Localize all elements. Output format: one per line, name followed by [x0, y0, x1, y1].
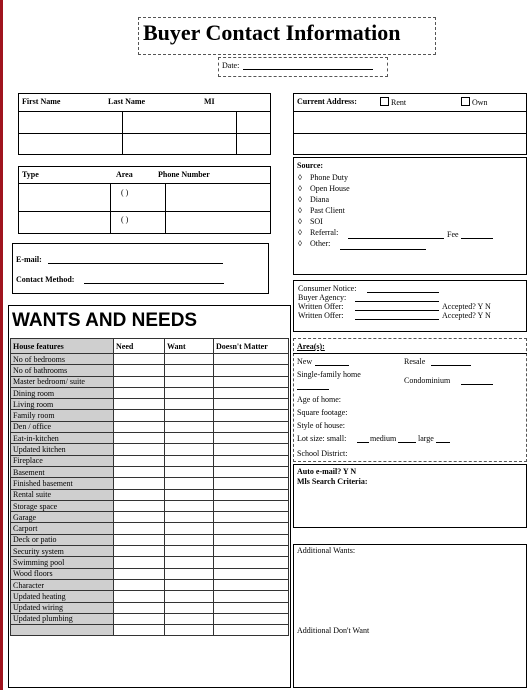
feature-label: Rental suite: [11, 489, 114, 500]
additional-box: [293, 544, 527, 688]
lot-large-field[interactable]: [436, 442, 450, 443]
doesnt-matter-cell[interactable]: [214, 387, 289, 398]
need-cell[interactable]: [114, 376, 165, 387]
consumer-notice-field[interactable]: [367, 292, 439, 293]
want-cell[interactable]: [165, 421, 214, 432]
table-header-row: [11, 339, 289, 354]
doesnt-matter-cell[interactable]: [214, 512, 289, 523]
divider: [165, 183, 166, 234]
page-title: Buyer Contact Information: [143, 20, 401, 45]
table-row: [11, 376, 289, 387]
want-cell[interactable]: [165, 478, 214, 489]
doesnt-matter-cell[interactable]: [214, 591, 289, 602]
doesnt-matter-cell[interactable]: [214, 365, 289, 376]
want-cell[interactable]: [165, 433, 214, 444]
want-cell[interactable]: [165, 489, 214, 500]
need-cell[interactable]: [114, 433, 165, 444]
contact-method-label: Contact Method:: [16, 275, 75, 284]
own-checkbox[interactable]: [461, 97, 488, 108]
doesnt-matter-cell[interactable]: [214, 489, 289, 500]
lot-label: Lot size: small:: [297, 434, 347, 443]
table-row: [11, 500, 289, 511]
sfh-label: Single-family home: [297, 370, 361, 379]
table-row: [11, 421, 289, 432]
fee-field[interactable]: [461, 238, 493, 239]
doesnt-matter-cell[interactable]: [214, 602, 289, 613]
need-cell[interactable]: [114, 489, 165, 500]
need-cell[interactable]: [114, 410, 165, 421]
table-row: [11, 455, 289, 466]
written-offer-field[interactable]: [355, 319, 439, 320]
feature-label: No of bathrooms: [11, 365, 114, 376]
doesnt-matter-cell[interactable]: [214, 376, 289, 387]
contact-method-field[interactable]: [84, 283, 224, 284]
column-header: Want: [165, 339, 214, 354]
source-item[interactable]: ◊ Open House: [298, 183, 350, 194]
sqft-label: Square footage:: [297, 408, 348, 417]
want-cell[interactable]: [165, 365, 214, 376]
want-cell[interactable]: [165, 523, 214, 534]
first-name-label: First Name: [22, 97, 61, 106]
own-label: Own: [472, 98, 488, 107]
want-cell[interactable]: [165, 354, 214, 365]
want-cell[interactable]: [165, 410, 214, 421]
date-field[interactable]: [243, 69, 373, 70]
other-field[interactable]: [340, 249, 426, 250]
divider: [18, 183, 271, 184]
source-item[interactable]: ◊ Past Client: [298, 205, 350, 216]
need-cell[interactable]: [114, 500, 165, 511]
resale-label: Resale: [404, 357, 426, 366]
table-row: [11, 387, 289, 398]
lot-medium-label: medium: [370, 434, 397, 443]
checkbox-icon: [380, 97, 389, 106]
column-header: Doesn't Matter: [214, 339, 289, 354]
feature-label: No of bedrooms: [11, 354, 114, 365]
area-label: Area: [116, 170, 133, 179]
doesnt-matter-cell[interactable]: [214, 625, 289, 636]
first-name-field[interactable]: [19, 112, 121, 132]
doesnt-matter-cell[interactable]: [214, 523, 289, 534]
column-header: House features: [11, 339, 114, 354]
feature-label: Updated kitchen: [11, 444, 114, 455]
feature-label: Storage space: [11, 500, 114, 511]
buyer-agency-label: Buyer Agency:: [298, 293, 347, 302]
feature-label: Basement: [11, 466, 114, 477]
table-row: [11, 365, 289, 376]
column-header: Need: [114, 339, 165, 354]
want-cell[interactable]: [165, 568, 214, 579]
divider: [110, 183, 111, 234]
want-cell[interactable]: [165, 534, 214, 545]
source-label: Source:: [297, 161, 324, 170]
lot-small-field[interactable]: [357, 442, 369, 443]
school-label: School District:: [297, 449, 348, 458]
doesnt-matter-cell[interactable]: [214, 500, 289, 511]
want-cell[interactable]: [165, 466, 214, 477]
email-box: [12, 243, 269, 294]
want-cell[interactable]: [165, 591, 214, 602]
want-cell[interactable]: [165, 376, 214, 387]
doesnt-matter-cell[interactable]: [214, 478, 289, 489]
table-row: [11, 523, 289, 534]
doesnt-matter-cell[interactable]: [214, 455, 289, 466]
need-cell[interactable]: [114, 568, 165, 579]
need-cell[interactable]: [114, 387, 165, 398]
new-label: New: [297, 357, 313, 366]
doesnt-matter-cell[interactable]: [214, 557, 289, 568]
wants-needs-heading: WANTS AND NEEDS: [12, 310, 198, 331]
doesnt-matter-cell[interactable]: [214, 568, 289, 579]
doesnt-matter-cell[interactable]: [214, 410, 289, 421]
want-cell[interactable]: [165, 546, 214, 557]
address-label: Current Address:: [297, 97, 357, 106]
want-cell[interactable]: [165, 399, 214, 410]
table-row: [11, 625, 289, 636]
want-cell[interactable]: [165, 455, 214, 466]
table-row: [11, 444, 289, 455]
need-cell[interactable]: [114, 444, 165, 455]
doesnt-matter-cell[interactable]: [214, 534, 289, 545]
condo-label: Condominium: [404, 376, 451, 385]
need-cell[interactable]: [114, 354, 165, 365]
doesnt-matter-cell[interactable]: [214, 613, 289, 624]
feature-label: Swimming pool: [11, 557, 114, 568]
page-edge: [0, 0, 3, 690]
doesnt-matter-cell[interactable]: [214, 444, 289, 455]
features-table: [10, 338, 289, 636]
lot-medium-field[interactable]: [398, 442, 416, 443]
doesnt-matter-cell[interactable]: [214, 546, 289, 557]
need-cell[interactable]: [114, 365, 165, 376]
sfh-field[interactable]: [297, 389, 329, 390]
written-offer-field[interactable]: [355, 310, 439, 311]
areas-label: Area(s):: [297, 342, 325, 351]
fee-label: Fee: [447, 230, 459, 239]
table-row: [11, 466, 289, 477]
last-name-label: Last Name: [108, 97, 146, 106]
table-row: [11, 568, 289, 579]
additional-wants-label: Additional Wants:: [297, 546, 356, 555]
table-row: [11, 478, 289, 489]
want-cell[interactable]: [165, 613, 214, 624]
type-label: Type: [22, 170, 39, 179]
feature-label: Living room: [11, 399, 114, 410]
mi-field[interactable]: [237, 112, 270, 132]
additional-dont-label: Additional Don't Want: [297, 626, 370, 635]
last-name-field[interactable]: [123, 112, 235, 132]
need-cell[interactable]: [114, 602, 165, 613]
referral-field[interactable]: [348, 238, 444, 239]
phone-box: [18, 166, 271, 234]
table-row: [11, 512, 289, 523]
feature-label: Finished basement: [11, 478, 114, 489]
want-cell[interactable]: [165, 557, 214, 568]
feature-label: Fireplace: [11, 455, 114, 466]
need-cell[interactable]: [114, 546, 165, 557]
need-cell[interactable]: [114, 557, 165, 568]
table-row: [11, 354, 289, 365]
need-cell[interactable]: [114, 455, 165, 466]
divider: [293, 353, 527, 354]
feature-label: Deck or patio: [11, 534, 114, 545]
divider: [293, 133, 527, 134]
table-row: [11, 602, 289, 613]
mls-criteria-label: Mls Search Criteria:: [297, 477, 368, 486]
source-item[interactable]: ◊ Phone Duty: [298, 172, 350, 183]
table-row: [11, 489, 289, 500]
want-cell[interactable]: [165, 387, 214, 398]
need-cell[interactable]: [114, 399, 165, 410]
style-label: Style of house:: [297, 421, 345, 430]
divider: [18, 133, 271, 134]
need-cell[interactable]: [114, 613, 165, 624]
source-item[interactable]: ◊ Referral:: [298, 227, 350, 238]
feature-label: Wood floors: [11, 568, 114, 579]
table-row: [11, 546, 289, 557]
feature-label: Dining room: [11, 387, 114, 398]
accepted-toggle[interactable]: Accepted? Y N: [442, 311, 491, 320]
feature-label: Den / office: [11, 421, 114, 432]
table-row: [11, 613, 289, 624]
feature-label: Garage: [11, 512, 114, 523]
checkbox-icon: [461, 97, 470, 106]
feature-label: Eat-in-kitchen: [11, 433, 114, 444]
need-cell[interactable]: [114, 523, 165, 534]
doesnt-matter-cell[interactable]: [214, 466, 289, 477]
table-row: [11, 579, 289, 590]
need-cell[interactable]: [114, 466, 165, 477]
divider: [18, 211, 271, 212]
table-row: [11, 433, 289, 444]
resale-field[interactable]: [431, 365, 471, 366]
table-row: [11, 534, 289, 545]
condo-field[interactable]: [461, 384, 493, 385]
email-field[interactable]: [48, 263, 223, 264]
date-box: [218, 57, 388, 77]
buyer-agency-field[interactable]: [355, 301, 439, 302]
feature-label: Updated plumbing: [11, 613, 114, 624]
want-cell[interactable]: [165, 444, 214, 455]
need-cell[interactable]: [114, 534, 165, 545]
need-cell[interactable]: [114, 512, 165, 523]
feature-label: Security system: [11, 546, 114, 557]
table-row: [11, 410, 289, 421]
doesnt-matter-cell[interactable]: [214, 433, 289, 444]
written-offer-label: Written Offer:: [298, 302, 344, 311]
features-body: [11, 354, 289, 636]
auto-email-label[interactable]: Auto e-mail? Y N: [297, 467, 357, 476]
accepted-toggle[interactable]: Accepted? Y N: [442, 302, 491, 311]
divider: [293, 111, 527, 112]
feature-label: Master bedroom/ suite: [11, 376, 114, 387]
want-cell[interactable]: [165, 500, 214, 511]
mi-label: MI: [204, 97, 215, 106]
new-field[interactable]: [315, 365, 349, 366]
want-cell[interactable]: [165, 579, 214, 590]
doesnt-matter-cell[interactable]: [214, 579, 289, 590]
table-row: [11, 591, 289, 602]
need-cell[interactable]: [114, 591, 165, 602]
rent-checkbox[interactable]: [380, 97, 406, 108]
email-label: E-mail:: [16, 255, 42, 264]
area-code-field[interactable]: ( ): [121, 215, 129, 224]
phone-number-label: Phone Number: [158, 170, 210, 179]
need-cell[interactable]: [114, 421, 165, 432]
feature-label: Carport: [11, 523, 114, 534]
need-cell[interactable]: [114, 625, 165, 636]
need-cell[interactable]: [114, 579, 165, 590]
feature-label: Character: [11, 579, 114, 590]
feature-label: Updated heating: [11, 591, 114, 602]
feature-label: Family room: [11, 410, 114, 421]
want-cell[interactable]: [165, 512, 214, 523]
want-cell[interactable]: [165, 602, 214, 613]
doesnt-matter-cell[interactable]: [214, 421, 289, 432]
feature-label: [11, 625, 114, 636]
rent-label: Rent: [391, 98, 407, 107]
area-code-field[interactable]: ( ): [121, 188, 129, 197]
doesnt-matter-cell[interactable]: [214, 399, 289, 410]
source-item[interactable]: ◊ Other:: [298, 238, 350, 249]
need-cell[interactable]: [114, 478, 165, 489]
source-item[interactable]: ◊ Diana: [298, 194, 350, 205]
feature-label: Updated wiring: [11, 602, 114, 613]
table-row: [11, 557, 289, 568]
doesnt-matter-cell[interactable]: [214, 354, 289, 365]
date-label: Date:: [222, 61, 240, 70]
lot-large-label: large: [418, 434, 434, 443]
written-offer-label: Written Offer:: [298, 311, 344, 320]
age-label: Age of home:: [297, 395, 341, 404]
consumer-notice-label: Consumer Notice:: [298, 284, 357, 293]
source-list: [298, 172, 350, 249]
want-cell[interactable]: [165, 625, 214, 636]
source-item[interactable]: ◊ SOI: [298, 216, 350, 227]
table-row: [11, 399, 289, 410]
